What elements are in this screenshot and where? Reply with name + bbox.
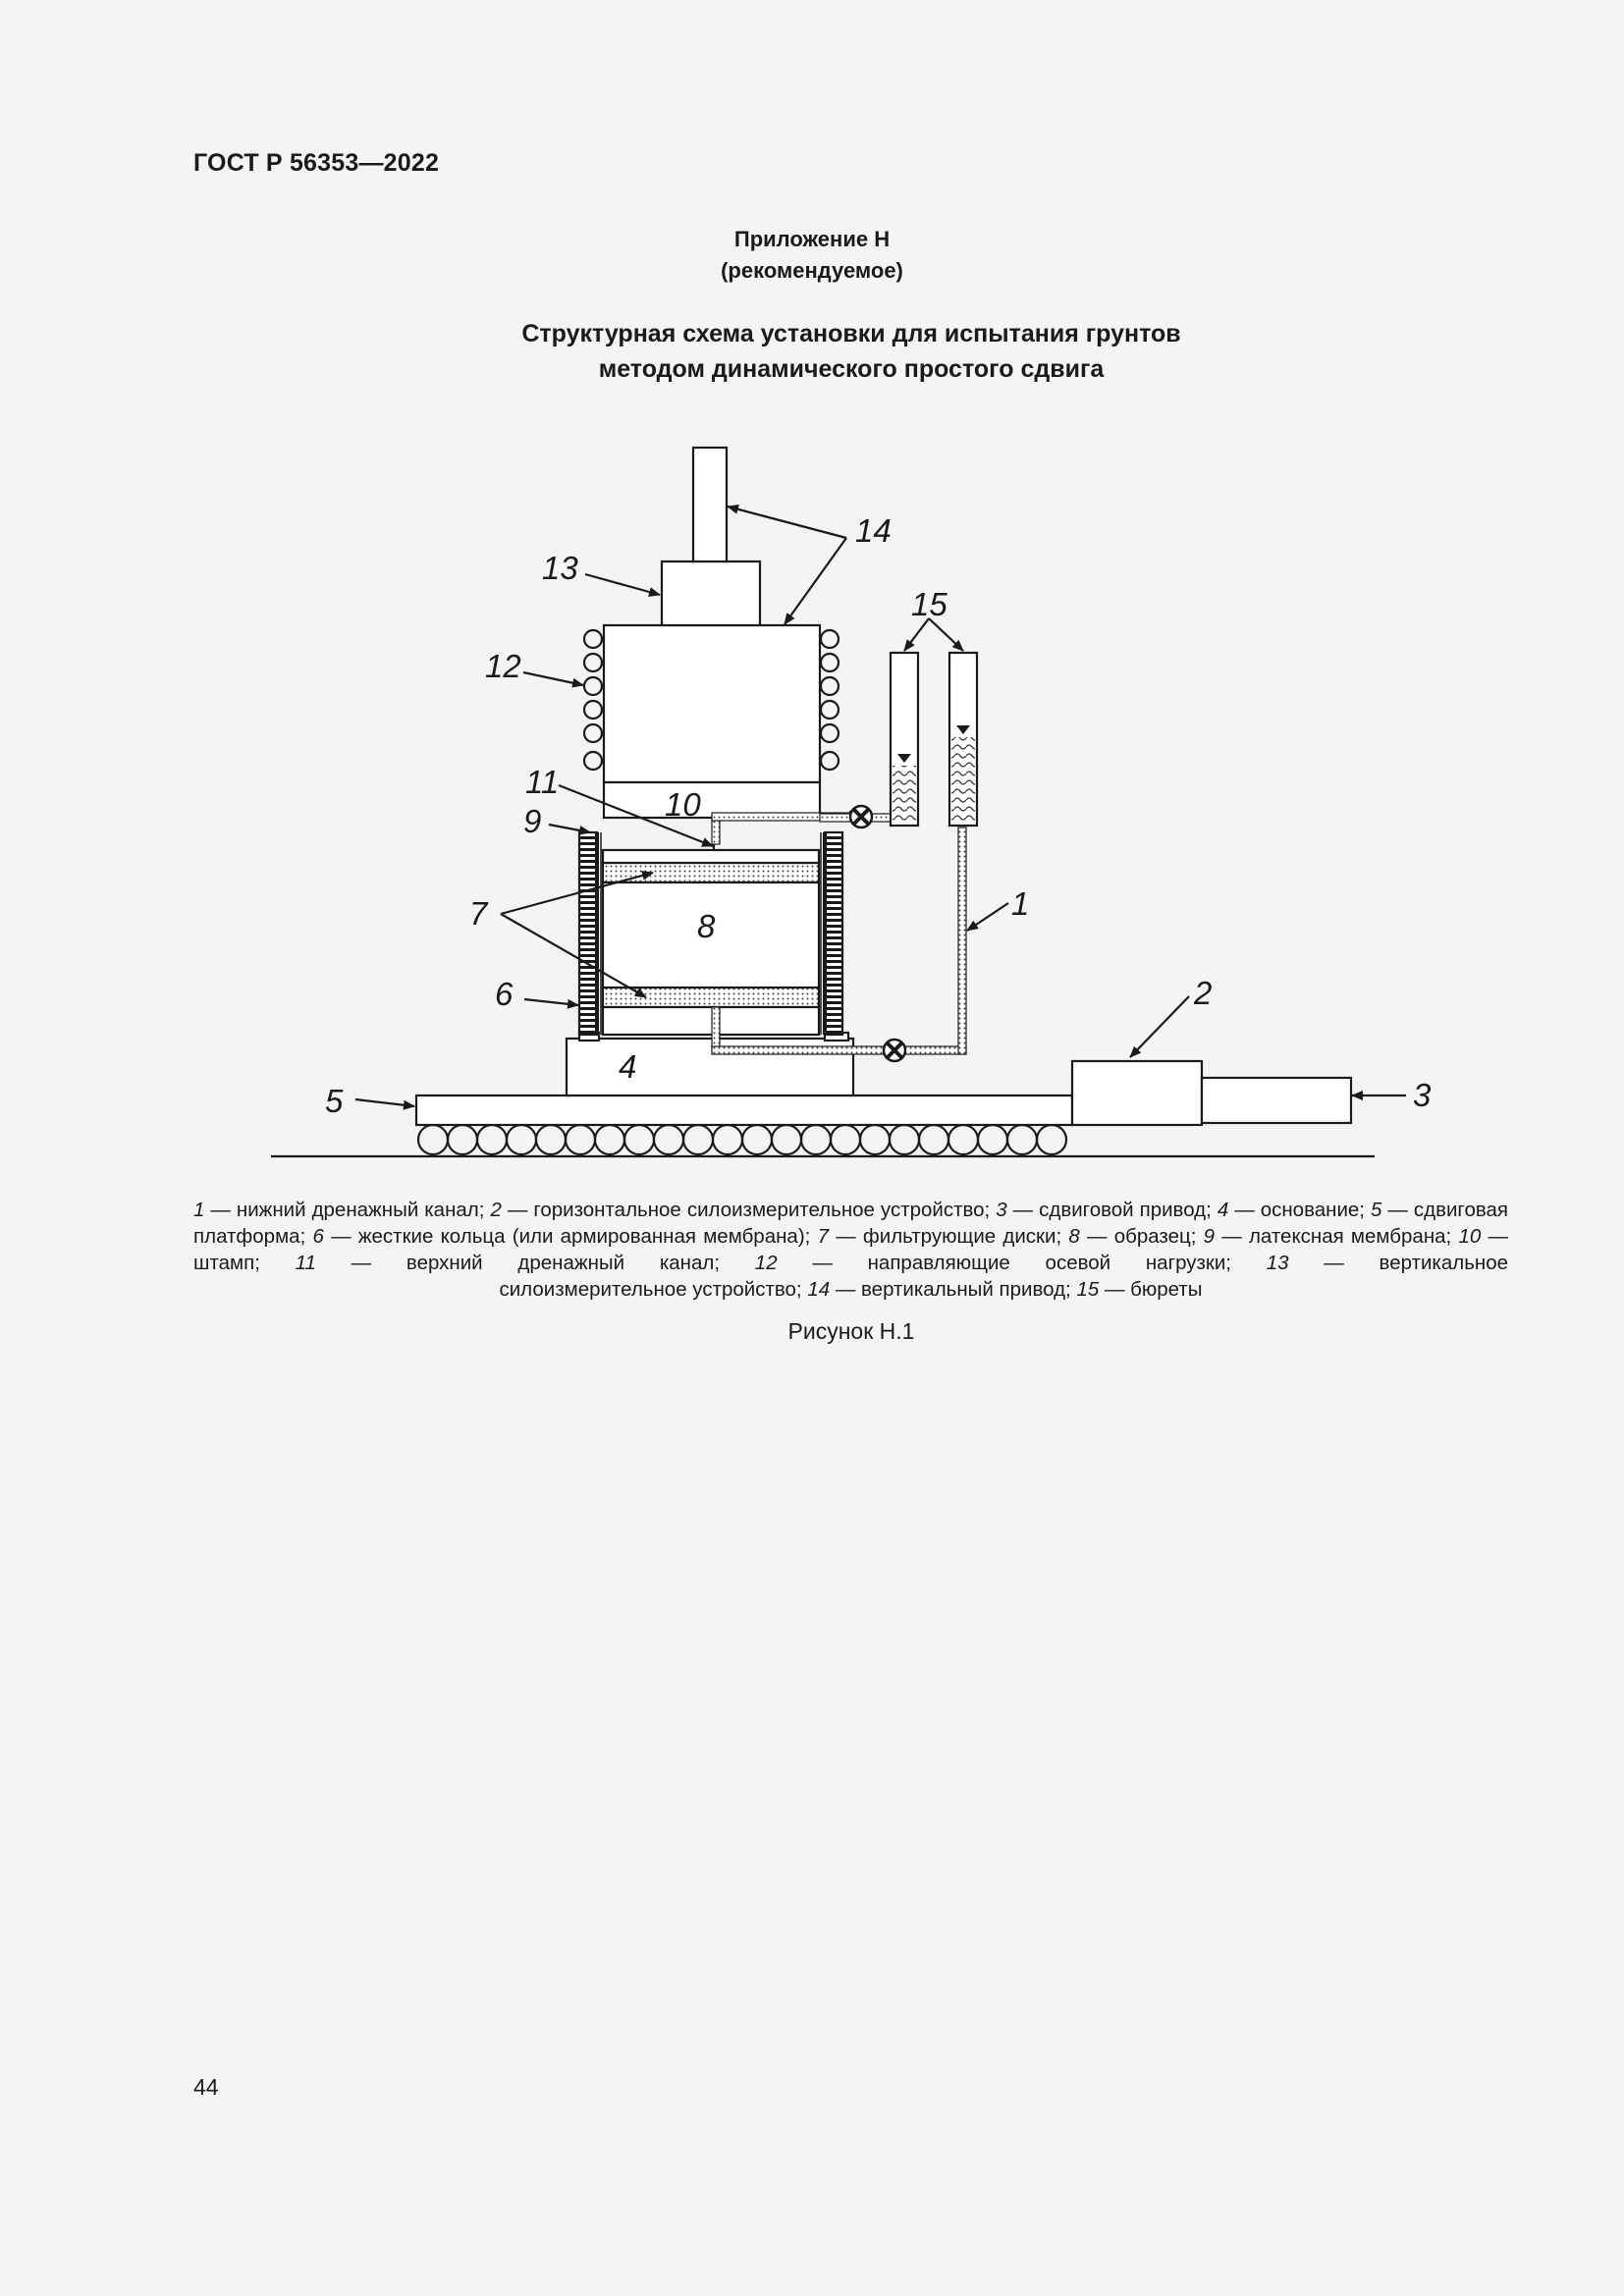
legend-text: — горизонтальное силоизмерительное устройство; (501, 1199, 997, 1221)
legend-text: — штамп; (193, 1225, 1508, 1274)
figure-title-line2: методом динамического простого сдвига (598, 355, 1105, 383)
label-3: 3 (1413, 1077, 1432, 1113)
label-1: 1 (1011, 885, 1030, 922)
legend-text: — вертикальное (1288, 1252, 1508, 1274)
label-14: 14 (855, 512, 892, 549)
label-8: 8 (697, 908, 716, 944)
label-7: 7 (469, 895, 488, 932)
legend-number: 13 (1266, 1252, 1289, 1274)
legend-number: 2 (490, 1199, 502, 1221)
page-number: 44 (193, 2074, 219, 2100)
valve-upper (850, 806, 872, 828)
legend-number: 3 (996, 1199, 1007, 1221)
legend-number: 4 (1217, 1199, 1229, 1221)
legend-text: — сдвиговой привод; (1006, 1199, 1218, 1221)
legend-number: 11 (295, 1252, 316, 1274)
loading-cap-body (604, 625, 820, 782)
legend-text: — вертикальный привод; (830, 1278, 1077, 1301)
rigid-rings-right (825, 832, 842, 1035)
legend-text: — образец; (1079, 1225, 1204, 1248)
legend-text: — жесткие кольца (или армированная мембрана); (323, 1225, 818, 1248)
legend-text: — латексная мембрана; (1215, 1225, 1459, 1248)
appendix-name: Приложение Н (733, 227, 891, 251)
label-6: 6 (495, 976, 514, 1012)
legend-number: 5 (1370, 1199, 1382, 1221)
legend-text: — бюреты (1099, 1278, 1203, 1301)
legend-number: 6 (312, 1225, 324, 1248)
label-15: 15 (911, 586, 947, 622)
label-5: 5 (325, 1083, 344, 1119)
shear-platform (416, 1095, 1072, 1125)
valve-lower (884, 1040, 905, 1061)
legend-text: — фильтрующие диски; (828, 1225, 1069, 1248)
horizontal-load-cell (1072, 1061, 1202, 1125)
shear-actuator (1202, 1078, 1351, 1123)
legend-number: 14 (807, 1278, 831, 1301)
legend-number: 7 (817, 1225, 829, 1248)
legend-text: — основание; (1228, 1199, 1371, 1221)
legend-text: — верхний дренажный канал; (315, 1252, 755, 1274)
document-code: ГОСТ Р 56353—2022 (193, 149, 440, 177)
legend-text: — нижний дренажный канал; (204, 1199, 491, 1221)
legend-number: 9 (1203, 1225, 1216, 1248)
legend-number: 15 (1076, 1278, 1100, 1301)
legend-number: 10 (1458, 1225, 1482, 1248)
rigid-rings-left (579, 832, 597, 1035)
rollers (418, 1125, 1066, 1154)
label-13: 13 (542, 550, 578, 586)
legend-number: 1 (193, 1199, 205, 1221)
appendix-status: (рекомендуемое) (721, 258, 903, 283)
label-10: 10 (665, 786, 701, 823)
label-4: 4 (619, 1048, 637, 1085)
legend-text: — направляющие осевой нагрузки; (777, 1252, 1267, 1274)
vertical-actuator (693, 448, 727, 561)
legend-text: — сдвиговая платформа; (193, 1199, 1509, 1248)
label-9: 9 (523, 803, 542, 839)
lower-drainage-channel (712, 1046, 966, 1054)
label-2: 2 (1194, 975, 1213, 1011)
label-11: 11 (525, 764, 560, 800)
figure-caption: Рисунок Н.1 (787, 1318, 915, 1344)
figure-title-line1: Структурная схема установки для испытания грунтов (521, 320, 1181, 347)
legend-text: силоизмерительное устройство; (499, 1278, 808, 1301)
label-12: 12 (485, 648, 521, 684)
vertical-load-cell (662, 561, 760, 625)
figure-legend (193, 1197, 1508, 1303)
filter-disc-top (603, 863, 819, 882)
legend-number: 12 (754, 1252, 778, 1274)
legend-number: 8 (1068, 1225, 1080, 1248)
